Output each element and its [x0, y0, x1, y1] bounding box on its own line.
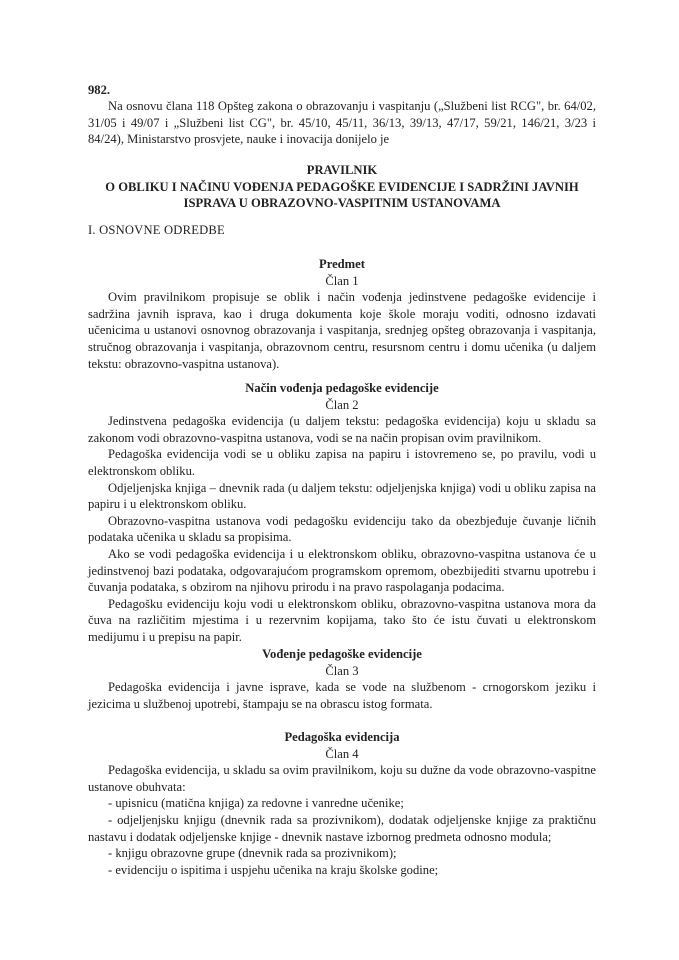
article-2-paragraph: Pedagošku evidenciju koju vodi u elektronskom obliku, obrazovno-vaspitna ustanova mora da čuva na različitim mjestima i u rezervnim kopijama, tako što će istu čuvati u elektronskom medijumu i u prepisu na papir.	[88, 596, 596, 644]
article-2	[88, 380, 596, 646]
article-2-paragraph: Ako se vodi pedagoška evidencija i u elektronskom obliku, obrazovno-vaspitna ustanova će u jedinstvenoj bazi podataka, odgovarajućom programskom opremom, obezbijediti stvarnu upotrebu i čuvanja podataka, s obzirom na njihovu prirodu i na pravo raspolaganja podacima.	[88, 546, 596, 595]
article-4-intro: Pedagoška evidencija, u skladu sa ovim pravilnikom, koju su dužne da vode obrazovno-vaspitne ustanove obuhvata:	[88, 763, 596, 794]
article-3-text: Pedagoška evidencija i javne isprave, kada se vode na službenom - crnogorskom jeziku i jezicima u službenoj upotrebi, štampaju se na obrascu istog formata.	[88, 680, 596, 711]
preamble-text: Na osnovu člana 118 Opšteg zakona o obrazovanju i vaspitanju („Službeni list RCG", br. 64/02, 31/05 i 49/07 i „Službeni list CG", br. 45/10, 45/11, 36/13, 39/13, 47/17, 59/21, 146/21, 3/23 i 84/24), Ministarstvo prosvjete, nauke i inovacija donijelo je	[88, 99, 596, 147]
preamble-block	[88, 98, 596, 148]
article-3-label: Član 3	[325, 663, 359, 678]
title-line-2: O OBLIKU I NAČINU VOĐENJA PEDAGOŠKE EVIDENCIJE I SADRŽINI JAVNIH	[105, 179, 579, 194]
article-4-label: Član 4	[325, 746, 359, 761]
article-2-heading: Način vođenja pedagoške evidencije	[245, 381, 439, 395]
article-1-label: Član 1	[325, 273, 359, 288]
article-1-heading: Predmet	[319, 257, 365, 271]
section-heading: I. OSNOVNE ODREDBE	[88, 223, 225, 237]
list-item: - odjeljenjsku knjigu (dnevnik rada sa prozivnikom), dodatak odjeljenske knjige za praktičnu nastavu i dodatak odjeljenske knjige - dnevnik nastave izbornog predmeta odnosno modula;	[88, 812, 596, 844]
article-2-label: Član 2	[325, 397, 359, 412]
title-line-1: PRAVILNIK	[306, 163, 378, 177]
article-2-paragraph: Pedagoška evidencija vodi se u obliku zapisa na papiru i istovremeno se, po pravilu, vodi u elektronskom obliku.	[88, 447, 596, 478]
list-item: - knjigu obrazovne grupe (dnevnik rada sa prozivnikom);	[108, 846, 397, 861]
article-1	[88, 256, 596, 372]
article-2-paragraph: Jedinstvena pedagoška evidencija (u daljem tekstu: pedagoška evidencija) koju u skladu sa zakonom vodi obrazovno-vaspitna ustanova, vodi se na način propisan ovim pravilnikom.	[88, 414, 596, 445]
article-4	[88, 729, 596, 878]
article-1-text: Ovim pravilnikom propisuje se oblik i način vođenja jedinstvene pedagoške evidencije i sadržina javnih isprava, kao i druga dokumenta koje škole moraju voditi, odnosno izdavati učenicima u ustanovi osnovnog obrazovanja i vaspitanja, srednjeg opšteg obrazovanja i vaspitanja, stručnog obrazovanja i vaspitanja, obrazovnom centru, resursnom centru i domu učenika (u daljem tekstu: obrazovno-vaspitna ustanova).	[88, 290, 596, 371]
article-2-paragraph: Obrazovno-vaspitna ustanova vodi pedagošku evidenciju tako da obezbjeđuje čuvanje ličnih podataka učenika u skladu sa propisima.	[88, 513, 596, 545]
document-title	[88, 162, 596, 212]
list-item: - evidenciju o ispitima i uspjehu učenika na kraju školske godine;	[108, 862, 439, 877]
article-3	[88, 646, 596, 712]
list-item: - upisnicu (matična knjiga) za redovne i vanredne učenike;	[108, 796, 404, 811]
title-line-3: ISPRAVA U OBRAZOVNO-VASPITNIM USTANOVAMA	[183, 196, 501, 210]
article-2-paragraph: Odjeljenjska knjiga – dnevnik rada (u daljem tekstu: odjeljenjska knjiga) vodi u obliku zapisa na papiru i u elektronskom obliku.	[88, 480, 596, 512]
article-4-heading: Pedagoška evidencija	[284, 730, 400, 744]
article-3-heading: Vođenje pedagoške evidencije	[262, 647, 422, 661]
document-number: 982.	[88, 83, 111, 97]
